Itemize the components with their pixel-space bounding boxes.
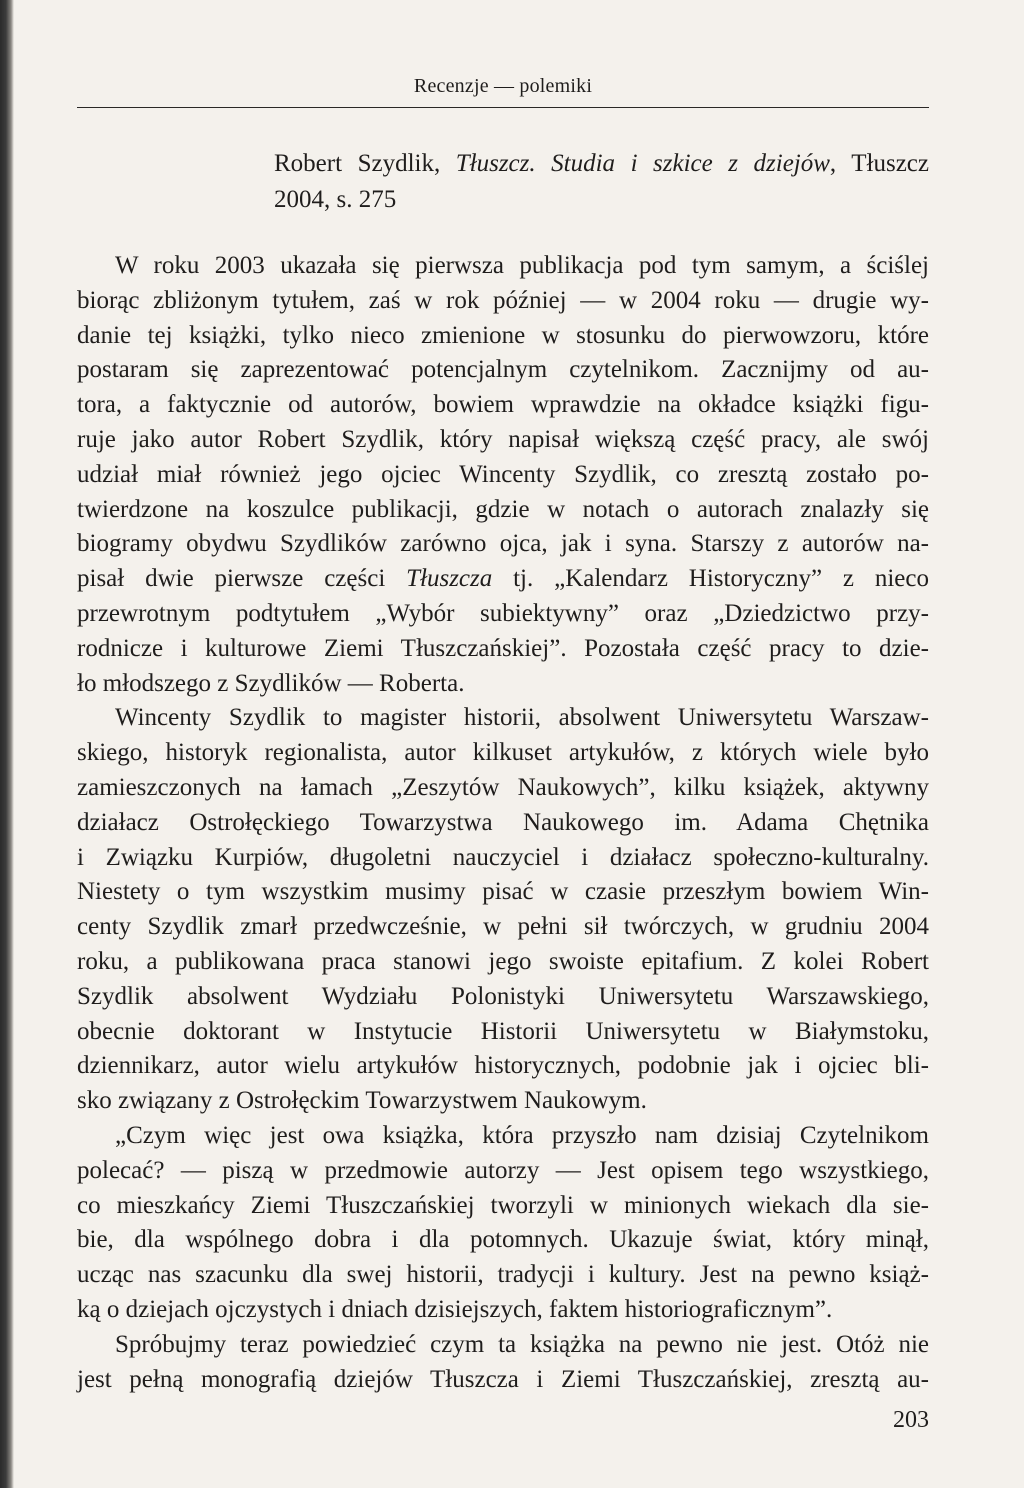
text-line: postaram się zaprezentować potencjalnym czytelnikom. Zacznijmy od au-: [77, 356, 929, 384]
book-page: [77, 0, 929, 1488]
text-line: i Związku Kurpiów, długoletni nauczyciel i działacz społeczno-kulturalny.: [77, 843, 929, 871]
text-line: Niestety o tym wszystkim musimy pisać w czasie przeszłym bowiem Win-: [77, 878, 929, 906]
text-line: przewrotnym podtytułem „Wybór subiektywny” oraz „Dziedzictwo przy-: [77, 599, 929, 627]
text-line-last: ło młodszego z Szydlików — Roberta.: [77, 669, 465, 697]
citation-author: Robert Szydlik,: [274, 150, 456, 177]
text-line: Wincenty Szydlik to magister historii, absolwent Uniwersytetu Warszaw-: [115, 704, 929, 732]
text-line: Szydlik absolwent Wydziału Polonistyki Uniwersytetu Warszawskiego,: [77, 982, 929, 1010]
text-line: twierdzone na koszulce publikacji, gdzie w notach o autorach znalazły się: [77, 495, 929, 523]
text-line: biorąc zbliżonym tytułem, zaś w rok później — w 2004 roku — drugie wy-: [77, 286, 929, 314]
text-line: „Czym więc jest owa książka, która przyszło nam dzisiaj Czytelnikom: [115, 1121, 929, 1149]
text-line: jest pełną monografią dziejów Tłuszcza i Ziemi Tłuszczańskiej, zresztą au-: [77, 1365, 929, 1393]
header-rule: [77, 107, 929, 108]
text-line: skiego, historyk regionalista, autor kilkuset artykułów, z których wiele było: [77, 739, 929, 767]
citation-title: Tłuszcz. Studia i szkice z dziejów: [455, 150, 830, 177]
text-line: bie, dla wspólnego dobra i dla potomnych. Ukazuje świat, który minął,: [77, 1226, 929, 1254]
text-segment: pisał dwie pierwsze części: [77, 565, 407, 593]
text-line: biogramy obydwu Szydlików zarówno ojca, jak i syna. Starszy z autorów na-: [77, 530, 929, 558]
text-line: ucząc nas szacunku dla swej historii, tradycji i kultury. Jest na pewno książ-: [77, 1261, 929, 1289]
text-line: co mieszkańcy Ziemi Tłuszczańskiej tworzyli w minionych wiekach dla sie-: [77, 1191, 929, 1219]
text-line-mixed: [77, 562, 929, 597]
text-line: danie tej książki, tylko nieco zmienione w stosunku do pierwowzoru, które: [77, 321, 929, 349]
text-line: udział miał również jego ojciec Wincenty Szydlik, co zresztą zostało po-: [77, 460, 929, 488]
review-citation: [274, 146, 929, 218]
citation-line-2: 2004, s. 275: [274, 186, 397, 213]
citation-line-1: [274, 146, 929, 182]
paragraph-1: [77, 249, 929, 701]
text-line: działacz Ostrołęckiego Towarzystwa Naukowego im. Adama Chętnika: [77, 808, 929, 836]
text-line: dziennikarz, autor wielu artykułów historycznych, podobnie jak i ojciec bli-: [77, 1052, 929, 1080]
text-line-last: ką o dziejach ojczystych i dniach dzisiejszych, faktem historiograficznym”.: [77, 1295, 833, 1323]
book-spine-shadow: [0, 0, 14, 1488]
text-line: rodnicze i kulturowe Ziemi Tłuszczańskiej”. Pozostała część pracy to dzie-: [77, 634, 929, 662]
text-line: tora, a faktycznie od autorów, bowiem wprawdzie na okładce książki figu-: [77, 391, 929, 419]
text-line: roku, a publikowana praca stanowi jego swoiste epitafium. Z kolei Robert: [77, 947, 929, 975]
page-number: 203: [893, 1407, 929, 1433]
text-line: centy Szydlik zmarł przedwcześnie, w pełni sił twórczych, w grudniu 2004: [77, 913, 929, 941]
paragraph-4: [77, 1328, 929, 1398]
text-line: ruje jako autor Robert Szydlik, który napisał większą część pracy, ale swój: [77, 425, 929, 453]
text-line: Spróbujmy teraz powiedzieć czym ta książka na pewno nie jest. Otóż nie: [115, 1330, 929, 1358]
running-header: Recenzje — polemiki: [413, 75, 593, 97]
text-segment: tj. „Kalendarz Historyczny” z nieco: [492, 565, 929, 593]
review-body: [77, 249, 929, 1397]
text-line: W roku 2003 ukazała się pierwsza publikacja pod tym samym, a ściślej: [115, 252, 929, 279]
text-line: zamieszczonych na łamach „Zeszytów Naukowych”, kilku książek, aktywny: [77, 773, 929, 801]
italic-title: Tłuszcza: [406, 565, 493, 593]
paragraph-3: [77, 1119, 929, 1328]
text-line: obecnie doktorant w Instytucie Historii Uniwersytetu w Białymstoku,: [77, 1017, 929, 1045]
paragraph-2: [77, 701, 929, 1119]
text-line: polecać? — piszą w przedmowie autorzy — Jest opisem tego wszystkiego,: [77, 1156, 929, 1184]
text-line-last: sko związany z Ostrołęckim Towarzystwem Naukowym.: [77, 1087, 647, 1115]
citation-place: , Tłuszcz: [829, 150, 929, 177]
